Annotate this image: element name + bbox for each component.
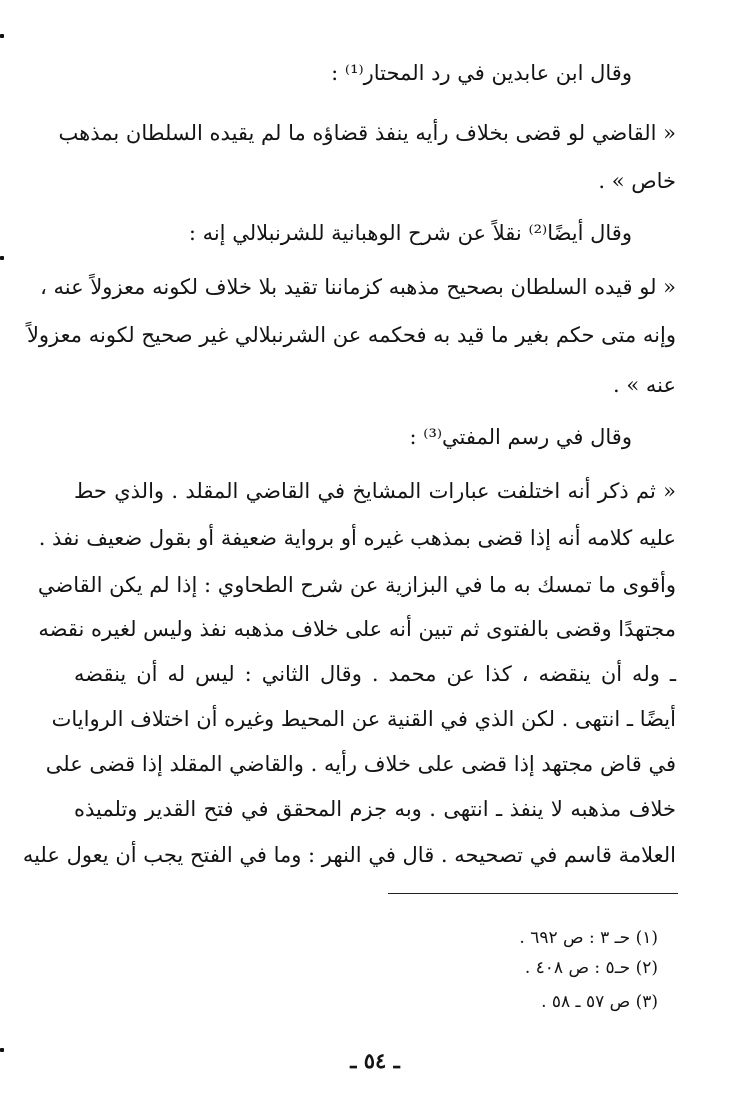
body-line: أيضًا ـ انتهى . لكن الذي في القنية عن المحيط وغيره أن اختلاف الروايات	[51, 707, 676, 731]
footnote: (٣) ص ٥٧ ـ ٥٨ .	[541, 992, 658, 1012]
footnote: (١) حـ ٣ : ص ٦٩٢ .	[519, 928, 658, 948]
footnote: (٢) حـ٥ : ص ٤٠٨ .	[524, 958, 658, 978]
body-line: وقال ابن عابدين في رد المحتار⁽¹⁾ :	[331, 61, 632, 85]
body-line: عليه كلامه أنه إذا قضى بمذهب غيره أو برواية ضعيفة أو بقول ضعيف نفذ .	[38, 526, 676, 550]
body-line: وقال في رسم المفتي⁽³⁾ :	[409, 425, 632, 449]
body-line: « ثم ذكر أنه اختلفت عبارات المشايخ في القاضي المقلد . والذي حط	[74, 479, 676, 503]
scan-mark	[0, 34, 4, 38]
body-line: العلامة قاسم في تصحيحه . قال في النهر : وما في الفتح يجب أن يعول عليه	[22, 843, 676, 867]
footnote-divider	[388, 893, 678, 894]
body-line: مجتهدًا وقضى بالفتوى ثم تبين أنه على خلاف مذهبه نفذ وليس لغيره نقضه	[38, 617, 676, 641]
body-line: في قاض مجتهد إذا قضى على خلاف رأيه . والقاضي المقلد إذا قضى على	[45, 752, 676, 776]
body-line: ـ وله أن ينقضه ، كذا عن محمد . وقال الثاني : ليس له أن ينقضه	[74, 662, 676, 686]
page-number: ـ ٥٤ ـ	[350, 1048, 400, 1073]
body-line: عنه » .	[613, 373, 676, 397]
body-line: وأقوى ما تمسك به ما في البزازية عن شرح الطحاوي : إذا لم يكن القاضي	[37, 573, 676, 597]
body-line: خلاف مذهبه لا ينفذ ـ انتهى . وبه جزم المحقق في فتح القدير وتلميذه	[74, 797, 677, 821]
body-line: « لو قيده السلطان بصحيح مذهبه كزماننا تقيد بلا خلاف لكونه معزولاً عنه ،	[40, 275, 676, 299]
body-line: خاص » .	[598, 169, 676, 193]
body-line: وإنه متى حكم بغير ما قيد به فحكمه عن الشرنبلالي غير صحيح لكونه معزولاً	[26, 323, 676, 347]
body-line: « القاضي لو قضى بخلاف رأيه ينفذ قضاؤه ما لم يقيده السلطان بمذهب	[58, 121, 676, 145]
scan-mark	[0, 256, 4, 260]
body-line: وقال أيضًا⁽²⁾ نقلاً عن شرح الوهبانية للشرنبلالي إنه :	[188, 221, 632, 245]
